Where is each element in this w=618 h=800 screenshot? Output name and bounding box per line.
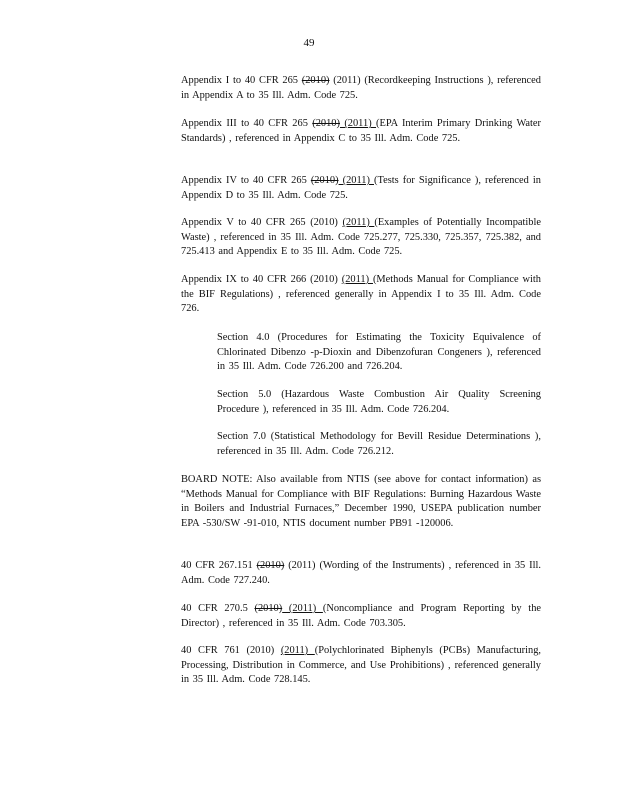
inserted-text: (2011) [339,118,377,129]
inserted-text: (2011) [338,175,374,186]
struck-text: (2010) [310,175,339,186]
paragraph-board-note: BOARD NOTE: Also available from NTIS (see above for contact information) as “Methods Manual for Compliance with BIF Regulations: Burning Hazardous Waste in Boilers and Industrial Furnaces,” December 1990, USEPA publication number EPA -530/SW -91-010, NTIS document number PB91 -120006. [181,474,541,529]
paragraph-appendix-i-265: Appendix I to 40 CFR 265 (2010) (2011) (Recordkeeping Instructions ), referenced in Appendix A to 35 Ill. Adm. Code 725. [181,75,541,101]
paragraph-section-4-0: Section 4.0 (Procedures for Estimating the Toxicity Equivalence of Chlorinated Dibenzo -p-Dioxin and Dibenzofuran Congeners ), referenced in 35 Ill. Adm. Code 726.200 and 726.204. [217,332,541,372]
struck-text: (2010) [254,603,283,614]
paragraph-section-5-0: Section 5.0 (Hazardous Waste Combustion Air Quality Screening Procedure ), referenced in 35 Ill. Adm. Code 726.204. [217,389,541,415]
paragraph-section-7-0: Section 7.0 (Statistical Methodology for Bevill Residue Determinations ), referenced in 35 Ill. Adm. Code 726.212. [217,431,541,457]
struck-text: (2010) [256,560,285,571]
inserted-text: (2011) [342,217,375,228]
inserted-text: (2011) [280,645,315,656]
paragraph-appendix-iii-265: Appendix III to 40 CFR 265 (2010) (2011) (EPA Interim Primary Drinking Water Standards) , referenced in Appendix C to 35 Ill. Adm. Code 725. [181,118,541,144]
inserted-text: (2011) [282,603,323,614]
struck-text: (2010) [312,118,340,129]
paragraph-cfr-761: 40 CFR 761 (2010) (2011) (Polychlorinated Biphenyls (PCBs) Manufacturing, Processing, Distribution in Commerce, and Use Prohibitions) , referenced generally in 35 Ill. Adm. Code 728.145. [181,645,541,685]
paragraph-cfr-267-151: 40 CFR 267.151 (2010) (2011) (Wording of the Instruments) , referenced in 35 Ill. Adm. Code 727.240. [181,560,541,586]
paragraph-appendix-v-265: Appendix V to 40 CFR 265 (2010) (2011) (Examples of Potentially Incompatible Waste) , referenced in 35 Ill. Adm. Code 725.277, 725.330, 725.357, 725.382, and 725.413 and Appendix E to 35 Ill. Adm. Code 725. [181,217,541,257]
inserted-text: (2011) [341,274,373,285]
paragraph-appendix-iv-265: Appendix IV to 40 CFR 265 (2010) (2011) (Tests for Significance ), referenced in Appendix D to 35 Ill. Adm. Code 725. [181,175,541,201]
paragraph-cfr-270-5: 40 CFR 270.5 (2010) (2011) (Noncompliance and Program Reporting by the Director) , referenced in 35 Ill. Adm. Code 703.305. [181,603,542,629]
paragraph-appendix-ix-266: Appendix IX to 40 CFR 266 (2010) (2011) (Methods Manual for Compliance with the BIF Regulations) , referenced generally in Appendix I to 35 Ill. Adm. Code 726. [181,274,541,314]
struck-text: (2010) [301,75,330,86]
page-number: 49 [303,37,315,49]
